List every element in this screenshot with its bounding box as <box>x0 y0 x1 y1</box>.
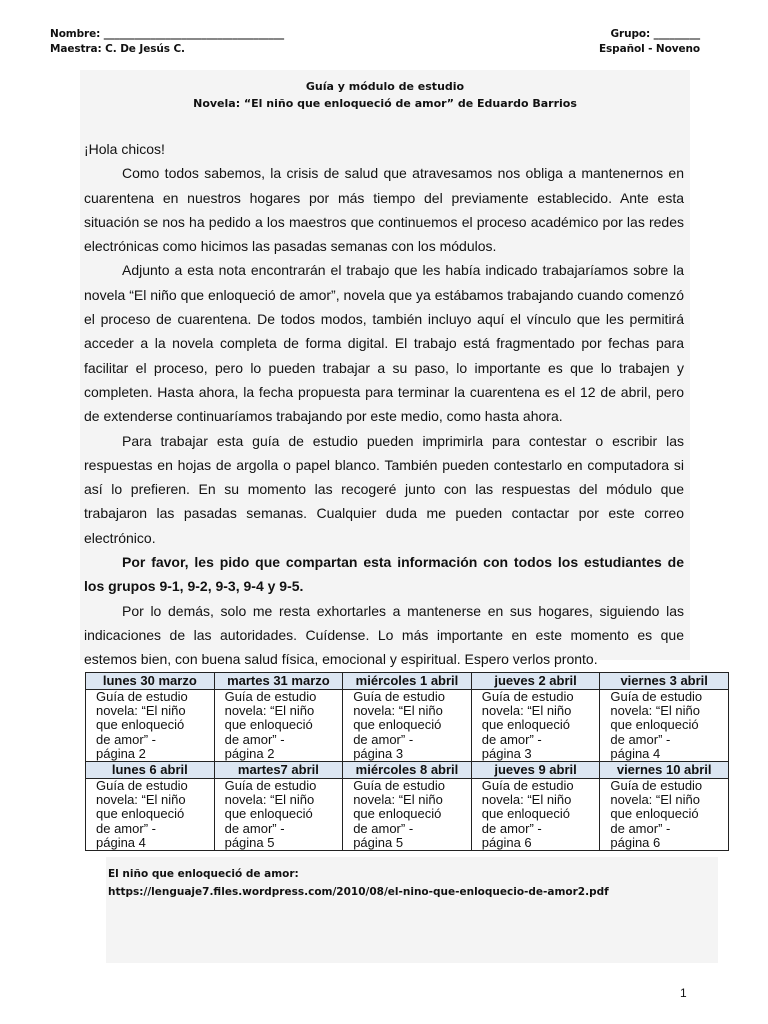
page-number: 1 <box>680 986 687 1000</box>
paragraph-2: Adjunto a esta nota encontrarán el trabajo que les había indicado trabajaríamos sobre la novela “El niño que enloqueció de amor”, novela que ya estábamos trabajando cuando comenzó el proceso de cuarentena. De todos modos, también incluyo aquí el vínculo que les permitirá acceder a la novela completa de forma digital. El trabajo está fragmentado por fechas para facilitar el proceso, pero lo pueden trabajar a su paso, lo importante es que lo trabajen y completen. Hasta ahora, la fecha propuesta para terminar la cuarentena es el 12 de abril, pero de extenderse continuaríamos trabajando por este medio, como hasta ahora. <box>84 262 684 425</box>
paragraph-3: Para trabajar esta guía de estudio pueden imprimirla para contestar o escribir las respuestas en hojas de argolla o papel blanco. También pueden contestarlo en computadora si así lo prefieren. En su momento las recogeré junto con las respuestas del módulo que trabajaron las pasadas semanas. Cualquier duda me pueden contactar por este correo electrónico. <box>84 432 684 546</box>
paragraph-4-bold: Por favor, les pido que compartan esta información con todos los estudiantes de los grupos 9-1, 9-2, 9-3, 9-4 y 9-5. <box>84 554 684 595</box>
subject-label: Español - Noveno <box>598 43 700 55</box>
task-cell: Guía de estudio novela: “El niño que enloqueció de amor” - página 5 <box>343 779 472 851</box>
day-header: lunes 6 abril <box>86 762 215 779</box>
week1-days-row <box>86 673 729 690</box>
day-header: miércoles 1 abril <box>343 673 472 690</box>
schedule-table <box>85 672 729 851</box>
greeting: ¡Hola chicos! <box>84 141 165 157</box>
day-header: jueves 9 abril <box>471 762 600 779</box>
day-header: lunes 30 marzo <box>86 673 215 690</box>
task-cell: Guía de estudio novela: “El niño que enloqueció de amor” - página 3 <box>343 690 472 762</box>
day-header: miércoles 8 abril <box>343 762 472 779</box>
task-cell: Guía de estudio novela: “El niño que enloqueció de amor” - página 2 <box>214 690 343 762</box>
document-subtitle: Novela: “El niño que enloqueció de amor” de Eduardo Barrios <box>193 97 577 110</box>
day-header: jueves 2 abril <box>471 673 600 690</box>
day-header: martes 31 marzo <box>214 673 343 690</box>
letter-body <box>84 137 684 672</box>
week1-tasks-row <box>86 690 729 762</box>
week2-days-row <box>86 762 729 779</box>
document-title: Guía y módulo de estudio <box>305 80 465 93</box>
week2-tasks-row <box>86 779 729 851</box>
day-header: viernes 3 abril <box>600 673 729 690</box>
task-cell: Guía de estudio novela: “El niño que enloqueció de amor” - página 4 <box>86 779 215 851</box>
task-cell: Guía de estudio novela: “El niño que enloqueció de amor” - página 3 <box>471 690 600 762</box>
group-field: Grupo: _________ <box>610 28 700 40</box>
name-field: Nombre: ___________________________________ <box>50 28 285 40</box>
task-cell: Guía de estudio novela: “El niño que enloqueció de amor” - página 2 <box>86 690 215 762</box>
task-cell: Guía de estudio novela: “El niño que enloqueció de amor” - página 6 <box>600 779 729 851</box>
task-cell: Guía de estudio novela: “El niño que enloqueció de amor” - página 6 <box>471 779 600 851</box>
teacher-label: Maestra: C. De Jesús C. <box>50 43 185 55</box>
day-header: martes7 abril <box>214 762 343 779</box>
paragraph-1: Como todos sabemos, la crisis de salud que atravesamos nos obliga a mantenernos en cuarentena en nuestros hogares por más tiempo del previamente establecido. Ante esta situación se nos ha pedido a los maestros que continuemos el proceso académico por las redes electrónicas como hicimos las pasadas semanas con los módulos. <box>84 165 684 255</box>
task-cell: Guía de estudio novela: “El niño que enloqueció de amor” - página 4 <box>600 690 729 762</box>
novel-link-label: El niño que enloqueció de amor: <box>108 868 299 880</box>
task-cell: Guía de estudio novela: “El niño que enloqueció de amor” - página 5 <box>214 779 343 851</box>
paragraph-5: Por lo demás, solo me resta exhortarles a mantenerse en sus hogares, siguiendo las indicaciones de las autoridades. Cuídense. Lo más importante en este momento es que estemos bien, con buena salud física, emocional y espiritual. Espero verlos pronto. <box>84 602 684 668</box>
novel-link-url[interactable]: https://lenguaje7.files.wordpress.com/2010/08/el-nino-que-enloquecio-de-amor2.pdf <box>108 886 609 898</box>
day-header: viernes 10 abril <box>600 762 729 779</box>
